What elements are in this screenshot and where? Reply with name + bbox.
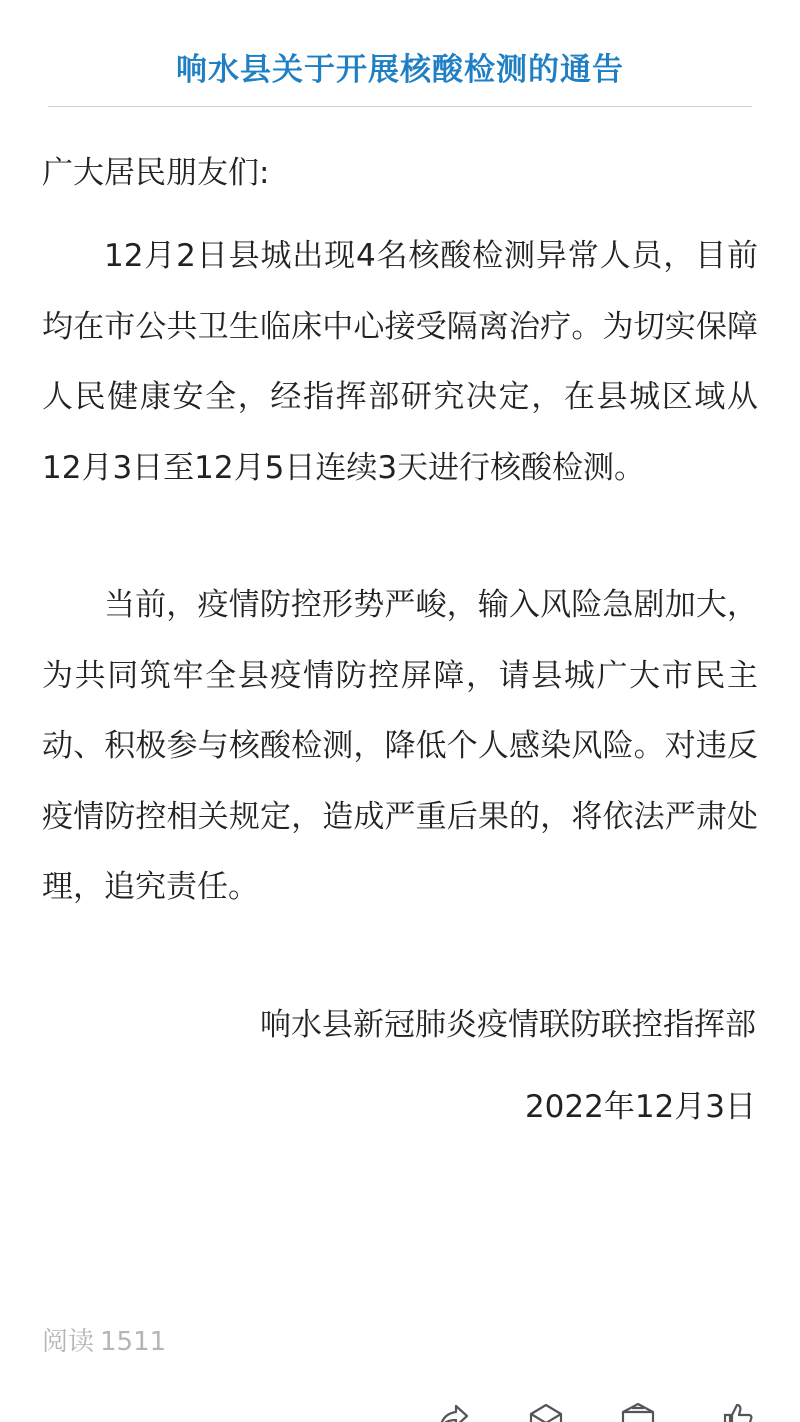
like-icon[interactable]	[722, 1402, 754, 1422]
read-count	[42, 1324, 166, 1360]
greeting: 广大居民朋友们:	[42, 155, 270, 191]
read-label: 阅读	[42, 1327, 95, 1357]
sign-date: 2022年12月3日	[524, 1089, 756, 1125]
title-divider	[48, 106, 752, 107]
article-title: 响水县关于开展核酸检测的通告	[176, 52, 624, 88]
paragraph-2: 当前，疫情防控形势严峻，输入风险急剧加大，为共同筑牢全县疫情防控屏障，请县城广大市民主动、积极参与核酸检测，降低个人感染风险。对违反疫情防控相关规定，造成严重后果的，将依法严肃处理，追究责任。	[42, 587, 758, 905]
collect-icon[interactable]	[620, 1402, 656, 1422]
favorite-icon[interactable]	[528, 1402, 564, 1422]
paragraph-1: 12月2日县城出现4名核酸检测异常人员，目前均在市公共卫生临床中心接受隔离治疗。为切实保障人民健康安全，经指挥部研究决定，在县城区域从12月3日至12月5日连续3天进行核酸检测。	[42, 238, 758, 486]
share-icon[interactable]	[436, 1402, 470, 1422]
bottom-toolbar	[0, 1396, 800, 1422]
read-number: 1511	[100, 1327, 167, 1357]
signature: 响水县新冠肺炎疫情联防联控指挥部	[260, 1007, 756, 1043]
